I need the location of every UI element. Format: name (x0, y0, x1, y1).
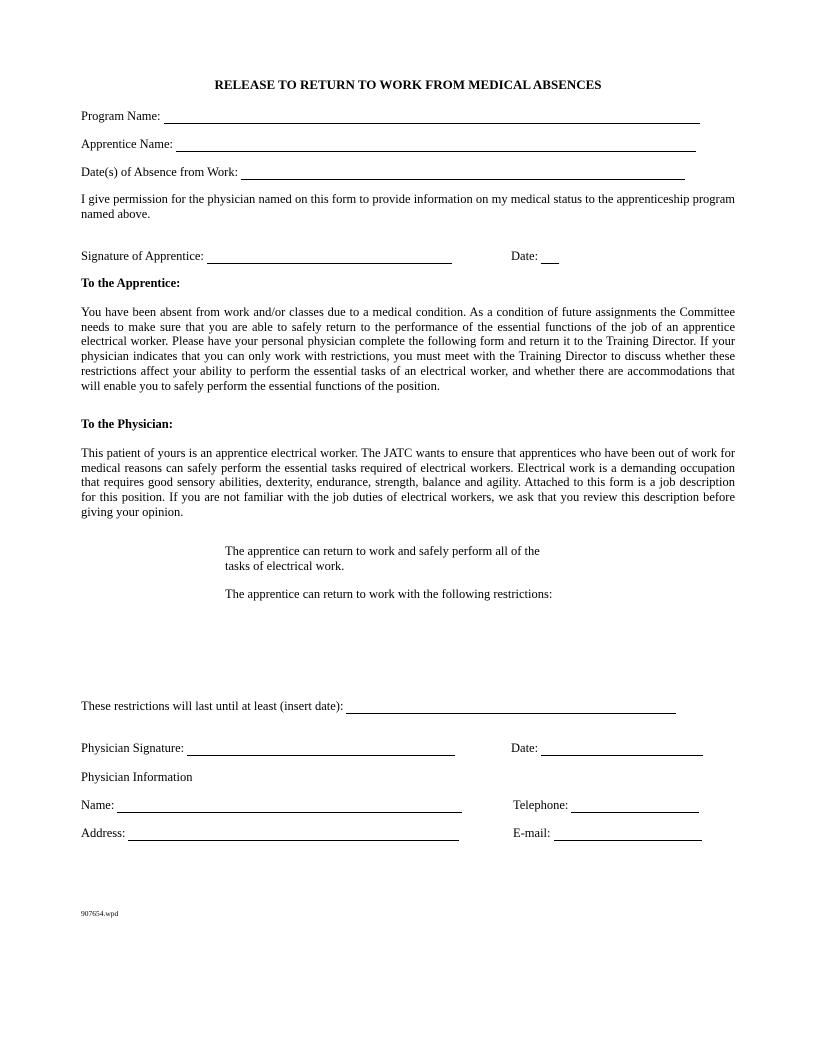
apprentice-date-field[interactable] (511, 246, 559, 264)
telephone-field[interactable] (513, 795, 699, 813)
footer-file-code: 907654.wpd (81, 909, 119, 918)
telephone-line[interactable] (571, 800, 699, 813)
absence-dates-line[interactable] (241, 167, 685, 180)
email-field[interactable] (513, 823, 702, 841)
option-with-restrictions[interactable]: The apprentice can return to work with the following restrictions: (225, 587, 553, 601)
physician-signature-field[interactable] (81, 738, 455, 756)
program-name-field[interactable] (81, 106, 700, 124)
apprentice-signature-label: Signature of Apprentice: (81, 249, 204, 263)
apprentice-signature-field[interactable] (81, 246, 452, 264)
restrictions-until-label: These restrictions will last until at least (insert date): (81, 699, 344, 713)
program-name-label: Program Name: (81, 109, 161, 123)
restrictions-until-field[interactable] (81, 696, 676, 714)
email-label: E-mail: (513, 826, 551, 840)
physician-name-field[interactable] (81, 795, 462, 813)
apprentice-heading: To the Apprentice: (81, 276, 181, 290)
physician-info-heading: Physician Information (81, 770, 193, 784)
physician-instructions: This patient of yours is an apprentice electrical worker. The JATC wants to ensure that apprentices who have been out of work for medical reasons can safely perform the essential tasks required of electrical workers. Electrical work is a demanding occupation that requires good sensory abilities, dexterity, endurance, strength, balance and agility. Attached to this form is a job description for this position. If you are not familiar with the job duties of electrical workers, we ask that you review this description before giving your opinion. (81, 446, 735, 519)
program-name-line[interactable] (164, 111, 700, 124)
physician-date-field[interactable] (511, 738, 703, 756)
telephone-label: Telephone: (513, 798, 569, 812)
option-full-return[interactable] (225, 544, 595, 574)
apprentice-name-line[interactable] (176, 139, 696, 152)
form-title: RELEASE TO RETURN TO WORK FROM MEDICAL ABSENCES (214, 77, 602, 92)
physician-date-line[interactable] (541, 743, 703, 756)
physician-signature-line[interactable] (187, 743, 455, 756)
physician-date-label: Date: (511, 741, 539, 755)
restrictions-until-line[interactable] (346, 701, 676, 714)
physician-address-label: Address: (81, 826, 126, 840)
option-full-return-line2: tasks of electrical work. (225, 559, 345, 573)
apprentice-name-label: Apprentice Name: (81, 137, 173, 151)
physician-name-line[interactable] (117, 800, 462, 813)
apprentice-signature-line[interactable] (207, 251, 452, 264)
physician-heading: To the Physician: (81, 417, 173, 431)
apprentice-instructions: You have been absent from work and/or classes due to a medical condition. As a condition of future assignments the Committee needs to make sure that you are able to safely return to the performance of the essential functions of the job of an apprentice electrical worker. Please have your personal physician complete the following form and return it to the Training Director. If your physician indicates that you can only work with restrictions, you must meet with the Training Director to discuss whether these restrictions affect your ability to perform the essential tasks of an electrical worker, and whether there are accommodations that will enable you to safely perform the essential functions of the position. (81, 305, 735, 393)
physician-signature-label: Physician Signature: (81, 741, 185, 755)
absence-dates-field[interactable] (81, 162, 685, 180)
apprentice-name-field[interactable] (81, 134, 696, 152)
apprentice-date-label: Date: (511, 249, 539, 263)
apprentice-date-line[interactable] (541, 251, 559, 264)
physician-address-line[interactable] (128, 828, 459, 841)
absence-dates-label: Date(s) of Absence from Work: (81, 165, 239, 179)
email-line[interactable] (554, 828, 702, 841)
permission-statement: I give permission for the physician named on this form to provide information on my medical status to the apprenticeship program named above. (81, 192, 735, 221)
physician-address-field[interactable] (81, 823, 459, 841)
option-full-return-line1: The apprentice can return to work and safely perform all of the (225, 544, 540, 558)
physician-name-label: Name: (81, 798, 115, 812)
